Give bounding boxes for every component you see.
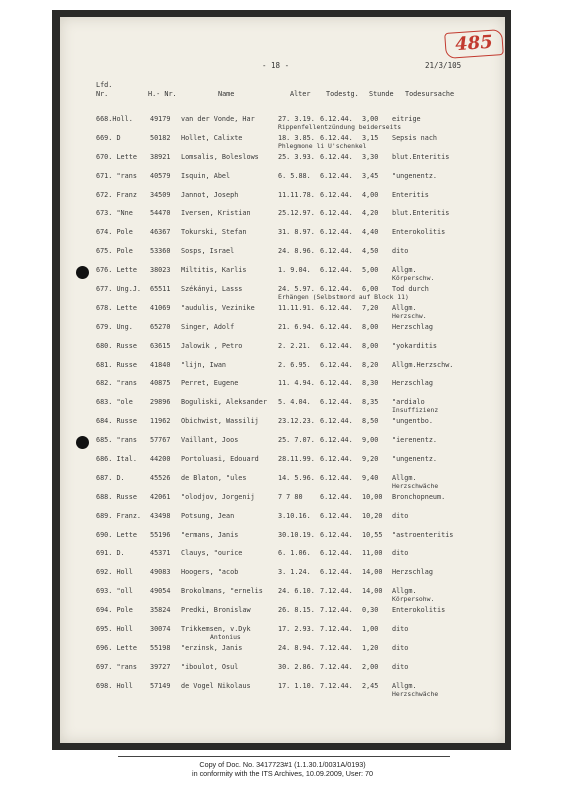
- prisoner-number: 29896: [150, 398, 171, 407]
- table-row: [60, 245, 505, 264]
- row-number: 684. Russe: [96, 417, 137, 426]
- document-reference: 21/3/105: [425, 61, 462, 70]
- table-row: [60, 302, 505, 321]
- birth-date: 30. 2.86.: [278, 662, 315, 671]
- table-row: [60, 491, 505, 510]
- death-cause: "astroenteritis: [392, 530, 454, 539]
- death-hour: 4,50: [362, 247, 379, 256]
- birth-date: 5. 4.04.: [278, 398, 311, 407]
- person-name: Potsung, Jean: [181, 511, 235, 520]
- table-row: [60, 623, 505, 642]
- prisoner-number: 30074: [150, 625, 171, 634]
- person-name: Székányi, Lasss: [181, 285, 243, 294]
- row-number: 669. D: [96, 133, 121, 142]
- person-name: "iboulot, Osul: [181, 662, 239, 671]
- death-date: 7.12.44.: [320, 681, 353, 690]
- person-name: "erzinsk, Janis: [181, 643, 243, 652]
- person-name: Portoluasi, Edouard: [181, 455, 259, 464]
- death-date: 6.12.44.: [320, 568, 353, 577]
- birth-date: 11.11.78.: [278, 190, 315, 199]
- person-name: Hoogers, "acob: [181, 568, 239, 577]
- death-cause: Allgm.: [392, 303, 417, 312]
- footer-divider: [118, 756, 450, 757]
- birth-date: 23.12.23.: [278, 417, 315, 426]
- death-date: 6.12.44.: [320, 266, 353, 275]
- table-row: [60, 321, 505, 340]
- page-number: - 18 -: [262, 61, 290, 70]
- death-hour: 8,00: [362, 322, 379, 331]
- prisoner-number: 42061: [150, 492, 171, 501]
- death-cause: dito: [392, 643, 409, 652]
- death-hour: 10,20: [362, 511, 383, 520]
- person-name: Clauys, "ourice: [181, 549, 243, 558]
- person-name: van der Vonde, Har: [181, 115, 255, 123]
- row-number: 672. Franz: [96, 190, 137, 199]
- table-row: [60, 283, 505, 302]
- row-number: 693. "oll: [96, 587, 133, 596]
- table-row: [60, 510, 505, 529]
- person-name: Brokolmans, "ernelis: [181, 587, 263, 596]
- person-name: Boguliski, Aleksander: [181, 398, 267, 407]
- row-number: 682. "rans: [96, 379, 137, 388]
- death-hour: 14,00: [362, 587, 383, 596]
- continuation-text: Herzschwäche: [392, 481, 439, 490]
- person-name: Trikkemsen, v.Dyk: [181, 625, 251, 634]
- punch-hole: [76, 266, 89, 279]
- person-name: de Blaton, "ules: [181, 473, 247, 482]
- birth-date: 26. 8.15.: [278, 606, 315, 615]
- death-cause: Herzschlag: [392, 379, 433, 388]
- header-lfd: Lfd.: [96, 81, 113, 89]
- death-hour: 14,00: [362, 568, 383, 577]
- death-date: 6.12.44.: [320, 322, 353, 331]
- death-date: 7.12.44.: [320, 643, 353, 652]
- death-cause: Allgm.: [392, 266, 417, 275]
- birth-date: 31. 8.97.: [278, 228, 315, 237]
- death-hour: 8,20: [362, 360, 379, 369]
- row-number: 678. Lette: [96, 303, 137, 312]
- prisoner-number: 35824: [150, 606, 171, 615]
- prisoner-number: 57149: [150, 681, 171, 690]
- death-cause: Bronchopneum.: [392, 492, 446, 501]
- person-name: Iversen, Kristian: [181, 209, 251, 218]
- table-row: [60, 151, 505, 170]
- prisoner-number: 65511: [150, 285, 171, 294]
- death-cause: Sepsis nach: [392, 133, 438, 142]
- death-cause: Enterokolitis: [392, 606, 446, 615]
- person-name: Singer, Adolf: [181, 322, 235, 331]
- death-cause: "ungenentz.: [392, 455, 438, 464]
- death-date: 6.12.44.: [320, 152, 353, 161]
- death-date: 6.12.44.: [320, 455, 353, 464]
- death-hour: 10,55: [362, 530, 383, 539]
- table-row: [60, 680, 505, 699]
- death-hour: 4,40: [362, 228, 379, 237]
- prisoner-number: 11962: [150, 417, 171, 426]
- death-hour: 9,20: [362, 455, 379, 464]
- death-cause: "ierenentz.: [392, 436, 438, 445]
- birth-date: 28.11.99.: [278, 455, 315, 464]
- table-row: [60, 453, 505, 472]
- birth-date: 3. 1.24.: [278, 568, 311, 577]
- table-row: [60, 207, 505, 226]
- row-number: 679. Ung.: [96, 322, 133, 331]
- continuation-text: Erhängen (Selbstmord auf Block 11): [278, 293, 409, 302]
- death-date: 6.12.44.: [320, 398, 353, 407]
- table-row: [60, 340, 505, 359]
- person-name: Obichwist, Wassilij: [181, 417, 259, 426]
- header-h-nr: H.- Nr.: [148, 90, 177, 98]
- death-hour: 1,00: [362, 625, 379, 634]
- prisoner-number: 41069: [150, 303, 171, 312]
- prisoner-number: 45371: [150, 549, 171, 558]
- death-date: 6.12.44.: [320, 209, 353, 218]
- birth-date: 21. 6.94.: [278, 322, 315, 331]
- table-row: [60, 472, 505, 491]
- death-cause: Allgm.: [392, 473, 417, 482]
- continuation-text: Antonius: [210, 633, 241, 642]
- header-nr: Nr.: [96, 90, 109, 98]
- row-number: 686. Ital.: [96, 455, 137, 464]
- person-name: Jalowik , Petro: [181, 341, 243, 350]
- table-row: [60, 132, 505, 151]
- birth-date: 25. 3.93.: [278, 152, 315, 161]
- continuation-text: Insuffizienz: [392, 406, 439, 415]
- death-cause: Allgm.Herzschw.: [392, 360, 454, 369]
- prisoner-number: 41840: [150, 360, 171, 369]
- prisoner-number: 55196: [150, 530, 171, 539]
- death-date: 6.12.44.: [320, 492, 353, 501]
- table-row: [60, 377, 505, 396]
- punch-hole: [76, 436, 89, 449]
- death-hour: 1,20: [362, 643, 379, 652]
- death-cause: "ungentbo.: [392, 417, 433, 426]
- death-hour: 9,40: [362, 473, 379, 482]
- footer-line-1: Copy of Doc. No. 3417723#1 (1.1.30.1/0031A/0193): [199, 760, 366, 769]
- person-name: Hollet, Calixte: [181, 133, 243, 142]
- death-hour: 2,00: [362, 662, 379, 671]
- death-cause: Allgm.: [392, 587, 417, 596]
- prisoner-number: 34509: [150, 190, 171, 199]
- death-date: 7.12.44.: [320, 625, 353, 634]
- header-stunde: Stunde: [369, 90, 394, 98]
- death-hour: 7,20: [362, 303, 379, 312]
- row-number: 697. "rans: [96, 662, 137, 671]
- birth-date: 30.10.19.: [278, 530, 315, 539]
- death-hour: 8,00: [362, 341, 379, 350]
- birth-date: 3.10.16.: [278, 511, 311, 520]
- death-cause: Allgm.: [392, 681, 417, 690]
- birth-date: 24. 8.94.: [278, 643, 315, 652]
- death-date: 6.12.44.: [320, 436, 353, 445]
- prisoner-number: 55198: [150, 643, 171, 652]
- row-number: 677. Ung.J.: [96, 285, 142, 294]
- death-date: 6.12.44.: [320, 171, 353, 180]
- continuation-text: Rippenfellentzündung beiderseits: [278, 123, 402, 131]
- prisoner-number: 49054: [150, 587, 171, 596]
- header-name: Name: [218, 90, 235, 98]
- birth-date: 7 7 80: [278, 492, 303, 501]
- row-number: 692. Holl: [96, 568, 133, 577]
- death-hour: 6,00: [362, 285, 379, 294]
- death-cause: "ardialo: [392, 398, 425, 407]
- person-name: Miltitis, Karlis: [181, 266, 247, 275]
- person-name: "olodjov, Jorgenij: [181, 492, 255, 501]
- row-number: 691. D.: [96, 549, 125, 558]
- table-row: [60, 415, 505, 434]
- prisoner-number: 50182: [150, 133, 171, 142]
- row-number: 683. "ole: [96, 398, 133, 407]
- continuation-text: Herzschw.: [392, 311, 427, 320]
- death-hour: 4,20: [362, 209, 379, 218]
- handwritten-page-number: 485: [444, 29, 504, 59]
- person-name: "audulis, Vezinike: [181, 303, 255, 312]
- archive-footer: [0, 760, 565, 778]
- table-row: [60, 604, 505, 623]
- birth-date: 2. 2.21.: [278, 341, 311, 350]
- footer-line-2: in conformity with the ITS Archives, 10.09.2009, User: 70: [192, 769, 373, 778]
- death-cause: Tod durch: [392, 285, 429, 294]
- death-date: 6.12.44.: [320, 115, 353, 123]
- death-date: 7.12.44.: [320, 662, 353, 671]
- death-hour: 8,50: [362, 417, 379, 426]
- person-name: Isquin, Abel: [181, 171, 231, 180]
- death-cause: dito: [392, 625, 409, 634]
- birth-date: 24. 8.96.: [278, 247, 315, 256]
- birth-date: 27. 3.19.: [278, 115, 315, 123]
- table-row: [60, 189, 505, 208]
- person-name: Lomsalis, Boleslows: [181, 152, 259, 161]
- birth-date: 25. 7.07.: [278, 436, 315, 445]
- row-number: 674. Pole: [96, 228, 133, 237]
- death-date: 6.12.44.: [320, 247, 353, 256]
- birth-date: 11. 4.94.: [278, 379, 315, 388]
- row-number: 676. Lette: [96, 266, 137, 275]
- person-name: Tokurski, Stefan: [181, 228, 247, 237]
- table-row: [60, 113, 505, 132]
- table-row: [60, 642, 505, 661]
- death-date: 6.12.44.: [320, 285, 353, 294]
- birth-date: 17. 1.10.: [278, 681, 315, 690]
- prisoner-number: 49083: [150, 568, 171, 577]
- person-name: Sosps, Israel: [181, 247, 235, 256]
- row-number: 670. Lette: [96, 152, 137, 161]
- prisoner-number: 49179: [150, 115, 171, 123]
- death-date: 6.12.44.: [320, 511, 353, 520]
- death-date: 6.12.44.: [320, 133, 353, 142]
- header-alter: Alter: [290, 90, 311, 98]
- birth-date: 18. 3.85.: [278, 133, 315, 142]
- table-row: [60, 661, 505, 680]
- table-row: [60, 566, 505, 585]
- person-name: Jannot, Joseph: [181, 190, 239, 199]
- row-number: 681. Russe: [96, 360, 137, 369]
- death-hour: 2,45: [362, 681, 379, 690]
- birth-date: 6. 1.06.: [278, 549, 311, 558]
- person-name: de Vogel Nikolaus: [181, 681, 251, 690]
- death-hour: 4,00: [362, 190, 379, 199]
- prisoner-number: 44200: [150, 455, 171, 464]
- continuation-text: Phlegmone li U'schenkel: [278, 141, 367, 150]
- death-date: 6.12.44.: [320, 549, 353, 558]
- document-sheet: [60, 17, 505, 743]
- table-row: [60, 434, 505, 453]
- table-row: [60, 585, 505, 604]
- table-row: [60, 170, 505, 189]
- death-hour: 0,30: [362, 606, 379, 615]
- prisoner-number: 39727: [150, 662, 171, 671]
- continuation-text: Körpersohw.: [392, 595, 435, 604]
- birth-date: 24. 6.10.: [278, 587, 315, 596]
- death-cause: "yokarditis: [392, 341, 438, 350]
- person-name: Vaillant, Joos: [181, 436, 239, 445]
- death-date: 6.12.44.: [320, 530, 353, 539]
- death-cause: Herzschlag: [392, 322, 433, 331]
- death-cause: blut.Enteritis: [392, 152, 450, 161]
- birth-date: 6. 5.88.: [278, 171, 311, 180]
- row-number: 694. Pole: [96, 606, 133, 615]
- table-row: [60, 359, 505, 378]
- death-hour: 5,00: [362, 266, 379, 275]
- row-number: 698. Holl: [96, 681, 133, 690]
- death-date: 7.12.44.: [320, 587, 353, 596]
- prisoner-number: 45526: [150, 473, 171, 482]
- birth-date: 17. 2.93.: [278, 625, 315, 634]
- prisoner-number: 57767: [150, 436, 171, 445]
- continuation-text: Herzschwäche: [392, 689, 439, 698]
- death-hour: 10,00: [362, 492, 383, 501]
- birth-date: 2. 6.95.: [278, 360, 311, 369]
- death-hour: 8,30: [362, 379, 379, 388]
- row-number: 673. "Nne: [96, 209, 133, 218]
- row-number: 696. Lette: [96, 643, 137, 652]
- row-number: 687. D.: [96, 473, 125, 482]
- person-name: "ermans, Janis: [181, 530, 239, 539]
- death-cause: dito: [392, 549, 409, 558]
- table-row: [60, 396, 505, 415]
- row-number: 688. Russe: [96, 492, 137, 501]
- row-number: 671. "rans: [96, 171, 137, 180]
- prisoner-number: 40875: [150, 379, 171, 388]
- birth-date: 14. 5.96.: [278, 473, 315, 482]
- prisoner-number: 53360: [150, 247, 171, 256]
- person-name: "lijn, Iwan: [181, 360, 227, 369]
- death-date: 6.12.44.: [320, 341, 353, 350]
- death-hour: 8,35: [362, 398, 379, 407]
- person-name: Perret, Eugene: [181, 379, 239, 388]
- row-number: 690. Lette: [96, 530, 137, 539]
- table-row: [60, 529, 505, 548]
- birth-date: 25.12.97.: [278, 209, 315, 218]
- header-todestag: Todestg.: [326, 90, 359, 98]
- death-cause: Enteritis: [392, 190, 429, 199]
- death-hour: 3,30: [362, 152, 379, 161]
- death-date: 6.12.44.: [320, 379, 353, 388]
- death-date: 6.12.44.: [320, 360, 353, 369]
- row-number: 689. Franz.: [96, 511, 142, 520]
- prisoner-number: 38921: [150, 152, 171, 161]
- row-number: 680. Russe: [96, 341, 137, 350]
- prisoner-number: 38023: [150, 266, 171, 275]
- death-cause: "ungenentz.: [392, 171, 438, 180]
- death-cause: blut.Enteritis: [392, 209, 450, 218]
- death-cause: Enterokolitis: [392, 228, 446, 237]
- death-date: 6.12.44.: [320, 190, 353, 199]
- prisoner-number: 63615: [150, 341, 171, 350]
- table-row: [60, 264, 505, 283]
- death-register-table: [60, 113, 505, 699]
- death-date: 6.12.44.: [320, 303, 353, 312]
- death-date: 6.12.44.: [320, 417, 353, 426]
- row-number: 695. Holl: [96, 625, 133, 634]
- row-number: 675. Pole: [96, 247, 133, 256]
- birth-date: 24. 5.97.: [278, 285, 315, 294]
- continuation-text: Körperschw.: [392, 274, 435, 283]
- row-number: 668.Holl.: [96, 115, 133, 123]
- death-cause: eitrige: [392, 115, 421, 123]
- death-cause: dito: [392, 247, 409, 256]
- table-row: [60, 226, 505, 245]
- person-name: Predki, Bronislaw: [181, 606, 251, 615]
- prisoner-number: 46367: [150, 228, 171, 237]
- death-hour: 3,00: [362, 115, 379, 123]
- prisoner-number: 65270: [150, 322, 171, 331]
- death-hour: 3,45: [362, 171, 379, 180]
- prisoner-number: 43498: [150, 511, 171, 520]
- death-hour: 3,15: [362, 133, 379, 142]
- death-cause: dito: [392, 662, 409, 671]
- death-hour: 9,00: [362, 436, 379, 445]
- death-cause: dito: [392, 511, 409, 520]
- death-hour: 11,00: [362, 549, 383, 558]
- row-number: 685. "rans: [96, 436, 137, 445]
- birth-date: 1. 9.04.: [278, 266, 311, 275]
- birth-date: 11.11.91.: [278, 303, 315, 312]
- prisoner-number: 54470: [150, 209, 171, 218]
- death-date: 6.12.44.: [320, 228, 353, 237]
- header-todesursache: Todesursache: [405, 90, 455, 98]
- table-row: [60, 547, 505, 566]
- death-date: 6.12.44.: [320, 473, 353, 482]
- death-date: 7.12.44.: [320, 606, 353, 615]
- death-cause: Herzschlag: [392, 568, 433, 577]
- prisoner-number: 40579: [150, 171, 171, 180]
